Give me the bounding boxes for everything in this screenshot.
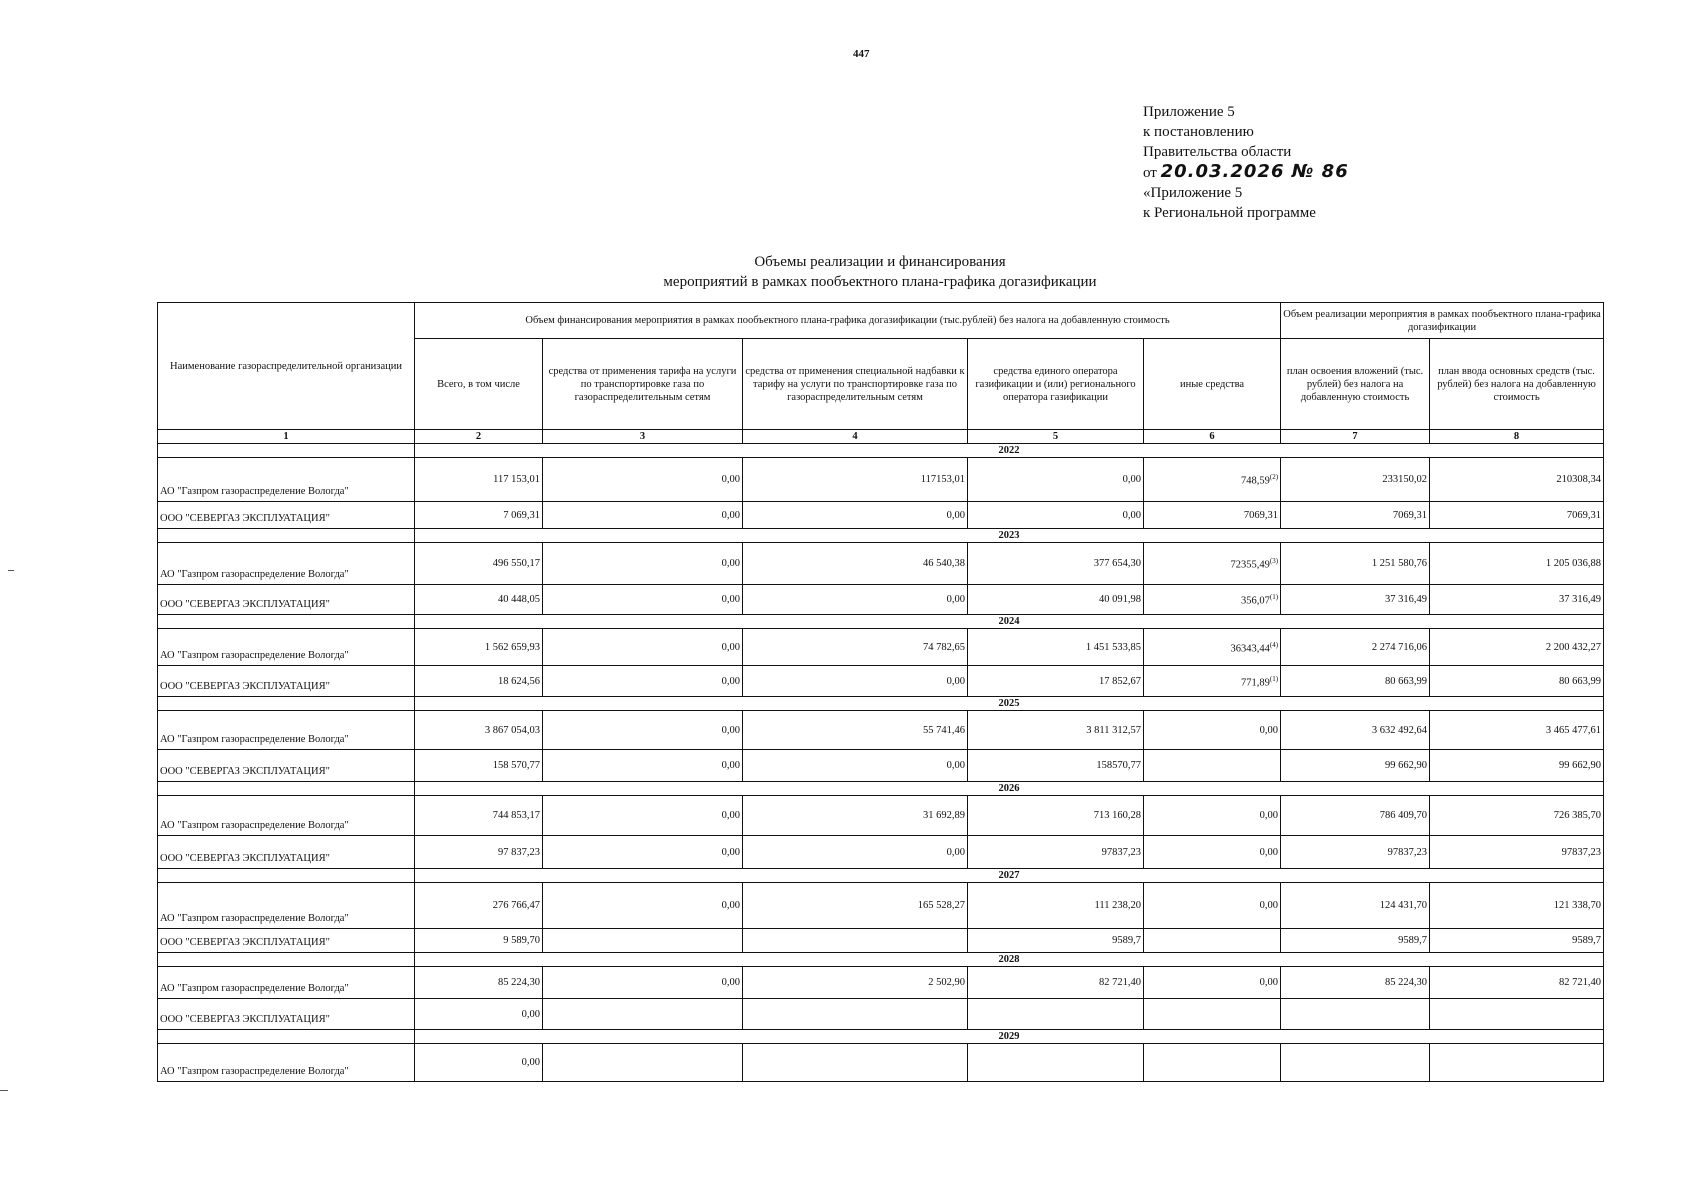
cell-value: 121 338,70 xyxy=(1553,900,1602,911)
cell-value: 158 570,77 xyxy=(492,760,540,771)
value-cell xyxy=(743,883,968,929)
value-cell xyxy=(743,666,968,697)
value-cell xyxy=(968,543,1144,585)
cell-value: 3 811 312,57 xyxy=(1086,724,1141,736)
value-cell xyxy=(743,711,968,750)
value-cell xyxy=(1281,967,1430,999)
value-cell xyxy=(968,458,1144,502)
footnote-mark: (1) xyxy=(1269,593,1279,602)
cell-value: 97 837,23 xyxy=(498,846,540,858)
org-name: АО "Газпром газораспределение Вологда" xyxy=(158,711,415,750)
value-cell xyxy=(543,999,743,1030)
cell-value: 82 721,40 xyxy=(1099,977,1141,988)
value-cell xyxy=(1430,929,1604,953)
value-cell xyxy=(743,629,968,666)
value-cell xyxy=(543,883,743,929)
value-cell xyxy=(415,967,543,999)
year-label: 2024 xyxy=(415,615,1604,629)
year-row-blank xyxy=(158,1030,415,1044)
cell-value: 36343,44 xyxy=(1230,643,1270,655)
cell-value: 0,00 xyxy=(1122,474,1141,485)
value-cell xyxy=(1144,883,1281,929)
cell-value: 55 741,46 xyxy=(923,724,965,736)
value-cell xyxy=(1281,458,1430,502)
value-cell xyxy=(1281,711,1430,750)
value-cell xyxy=(743,585,968,615)
year-label: 2022 xyxy=(415,444,1604,458)
year-row-blank xyxy=(158,615,415,629)
handwritten-date-number: 20.03.2026 № 86 xyxy=(1160,161,1349,182)
table-row xyxy=(158,666,1604,697)
org-name: ООО "СЕВЕРГАЗ ЭКСПЛУАТАЦИЯ" xyxy=(158,836,415,869)
value-cell xyxy=(543,629,743,666)
cell-value: 0,00 xyxy=(1259,977,1279,988)
header-col-operator: средства единого оператора газификации и (или) регионального оператора газификации xyxy=(968,339,1144,430)
value-cell xyxy=(1144,585,1281,615)
appendix-line: «Приложение 5 xyxy=(1143,185,1243,201)
org-name: ООО "СЕВЕРГАЗ ЭКСПЛУАТАЦИЯ" xyxy=(158,502,415,529)
org-name: АО "Газпром газораспределение Вологда" xyxy=(158,458,415,502)
table-row xyxy=(158,629,1604,666)
value-cell xyxy=(1144,711,1281,750)
cell-value: 0,00 xyxy=(1259,846,1279,858)
value-cell xyxy=(415,629,543,666)
value-cell xyxy=(543,967,743,999)
date-line xyxy=(1143,162,1349,183)
value-cell xyxy=(743,999,968,1030)
cell-value: 1 562 659,93 xyxy=(484,641,540,653)
cell-value: 2 502,90 xyxy=(928,977,965,988)
value-cell xyxy=(743,1044,968,1082)
year-row-blank xyxy=(158,869,415,883)
value-cell xyxy=(1144,666,1281,697)
column-number: 6 xyxy=(1144,430,1281,444)
cell-value: 97837,23 xyxy=(1101,846,1141,858)
org-name: ООО "СЕВЕРГАЗ ЭКСПЛУАТАЦИЯ" xyxy=(158,750,415,782)
cell-value: 0,00 xyxy=(721,900,740,911)
header-org: Наименование газораспределительной организации xyxy=(158,303,415,430)
title-line: мероприятий в рамках пообъектного плана-графика догазификации xyxy=(663,274,1097,290)
footnote-mark: (3) xyxy=(1269,557,1279,566)
cell-value: 748,59 xyxy=(1241,475,1270,487)
table-row xyxy=(158,543,1604,585)
value-cell xyxy=(968,967,1144,999)
cell-value: 31 692,89 xyxy=(923,810,965,821)
table-row xyxy=(158,836,1604,869)
value-cell xyxy=(415,585,543,615)
value-cell xyxy=(1430,502,1604,529)
cell-value: 377 654,30 xyxy=(1093,558,1141,569)
value-cell xyxy=(543,543,743,585)
column-number: 8 xyxy=(1430,430,1604,444)
value-cell xyxy=(1430,711,1604,750)
date-prefix: от xyxy=(1143,165,1157,181)
value-cell xyxy=(1281,666,1430,697)
value-cell xyxy=(543,750,743,782)
cell-value: 74 782,65 xyxy=(923,641,965,653)
header-col-surcharge: средства от применения специальной надбавки к тарифу на услуги по транспортировке газа по газораспределительным сетям xyxy=(743,339,968,430)
year-row-blank xyxy=(158,697,415,711)
table-row xyxy=(158,585,1604,615)
value-cell xyxy=(1430,750,1604,782)
value-cell xyxy=(415,502,543,529)
cell-value: 85 224,30 xyxy=(1385,977,1428,988)
cell-value: 0,00 xyxy=(946,846,965,858)
value-cell xyxy=(968,999,1144,1030)
value-cell xyxy=(415,796,543,836)
header-col-tariff: средства от применения тарифа на услуги по транспортировке газа по газораспределительным сетям xyxy=(543,339,743,430)
value-cell xyxy=(968,585,1144,615)
value-cell xyxy=(415,543,543,585)
header-col-total: Всего, в том числе xyxy=(415,339,543,430)
value-cell xyxy=(1281,883,1430,929)
value-cell xyxy=(1281,585,1430,615)
cell-value: 0,00 xyxy=(721,558,740,569)
year-row xyxy=(158,953,1604,967)
table-row xyxy=(158,883,1604,929)
cell-value: 3 465 477,61 xyxy=(1545,724,1602,736)
cell-value: 726 385,70 xyxy=(1553,810,1602,821)
org-name: АО "Газпром газораспределение Вологда" xyxy=(158,796,415,836)
value-cell xyxy=(543,711,743,750)
value-cell xyxy=(1281,543,1430,585)
org-name: АО "Газпром газораспределение Вологда" xyxy=(158,967,415,999)
appendix-block xyxy=(1143,102,1349,223)
org-name: ООО "СЕВЕРГАЗ ЭКСПЛУАТАЦИЯ" xyxy=(158,666,415,697)
value-cell xyxy=(968,1044,1144,1082)
value-cell xyxy=(968,796,1144,836)
cell-value: 7069,31 xyxy=(1392,509,1428,521)
value-cell xyxy=(415,666,543,697)
appendix-line: Правительства области xyxy=(1143,144,1292,160)
value-cell xyxy=(415,836,543,869)
year-row xyxy=(158,782,1604,796)
value-cell xyxy=(1430,543,1604,585)
cell-value: 124 431,70 xyxy=(1379,900,1428,911)
cell-value: 0,00 xyxy=(721,675,740,687)
year-row-blank xyxy=(158,782,415,796)
document-title xyxy=(600,252,1160,292)
year-row xyxy=(158,697,1604,711)
table-row xyxy=(158,999,1604,1030)
cell-value: 0,00 xyxy=(1259,724,1279,736)
value-cell xyxy=(415,999,543,1030)
column-number: 7 xyxy=(1281,430,1430,444)
value-cell xyxy=(968,666,1144,697)
value-cell xyxy=(968,629,1144,666)
value-cell xyxy=(743,796,968,836)
cell-value: 3 867 054,03 xyxy=(484,724,540,736)
cell-value: 0,00 xyxy=(946,594,965,605)
cell-value: 9 589,70 xyxy=(503,935,540,946)
cell-value: 7069,31 xyxy=(1566,509,1602,521)
cell-value: 3 632 492,64 xyxy=(1371,724,1428,736)
cell-value: 37 316,49 xyxy=(1385,594,1428,605)
value-cell xyxy=(1430,967,1604,999)
cell-value: 99 662,90 xyxy=(1559,760,1602,771)
cell-value: 9589,7 xyxy=(1572,935,1602,946)
value-cell xyxy=(968,502,1144,529)
value-cell xyxy=(415,711,543,750)
value-cell xyxy=(1144,629,1281,666)
header-funding-group: Объем финансирования мероприятия в рамках пообъектного плана-графика догазификации (тыс.рублей) без налога на добавленную стоимость xyxy=(415,303,1281,339)
table-row xyxy=(158,502,1604,529)
cell-value: 85 224,30 xyxy=(498,977,540,988)
org-name: ООО "СЕВЕРГАЗ ЭКСПЛУАТАЦИЯ" xyxy=(158,929,415,953)
cell-value: 233150,02 xyxy=(1382,474,1428,485)
value-cell xyxy=(1281,836,1430,869)
cell-value: 0,00 xyxy=(721,977,740,988)
footnote-mark: (1) xyxy=(1269,674,1279,683)
cell-value: 9589,7 xyxy=(1112,935,1141,946)
cell-value: 0,00 xyxy=(946,760,965,771)
footnote-mark: (4) xyxy=(1269,640,1279,649)
table-row xyxy=(158,750,1604,782)
title-line: Объемы реализации и финансирования xyxy=(754,254,1006,270)
column-number: 3 xyxy=(543,430,743,444)
cell-value: 771,89 xyxy=(1241,677,1270,689)
year-row xyxy=(158,529,1604,543)
cell-value: 18 624,56 xyxy=(498,675,540,687)
cell-value: 72355,49 xyxy=(1230,559,1270,571)
year-row-blank xyxy=(158,953,415,967)
column-number-row xyxy=(158,430,1604,444)
cell-value: 1 205 036,88 xyxy=(1545,558,1602,569)
value-cell xyxy=(1144,999,1281,1030)
value-cell xyxy=(1430,585,1604,615)
value-cell xyxy=(1281,629,1430,666)
cell-value: 1 251 580,76 xyxy=(1371,558,1428,569)
year-row-blank xyxy=(158,444,415,458)
cell-value: 0,00 xyxy=(1259,810,1279,821)
value-cell xyxy=(1281,999,1430,1030)
value-cell xyxy=(1144,502,1281,529)
year-label: 2029 xyxy=(415,1030,1604,1044)
value-cell xyxy=(543,502,743,529)
value-cell xyxy=(1144,836,1281,869)
column-number: 4 xyxy=(743,430,968,444)
financing-table xyxy=(157,302,1604,1082)
cell-value: 7 069,31 xyxy=(503,509,540,521)
value-cell xyxy=(543,458,743,502)
scan-edge-mark xyxy=(8,570,14,571)
cell-value: 37 316,49 xyxy=(1559,594,1602,605)
cell-value: 276 766,47 xyxy=(492,900,540,911)
value-cell xyxy=(743,836,968,869)
appendix-line: Приложение 5 xyxy=(1143,104,1235,120)
cell-value: 0,00 xyxy=(721,846,740,858)
value-cell xyxy=(543,666,743,697)
value-cell xyxy=(743,967,968,999)
value-cell xyxy=(1144,750,1281,782)
value-cell xyxy=(1430,999,1604,1030)
table-row xyxy=(158,929,1604,953)
year-row xyxy=(158,869,1604,883)
cell-value: 0,00 xyxy=(721,724,740,736)
value-cell xyxy=(1144,1044,1281,1082)
value-cell xyxy=(1281,502,1430,529)
cell-value: 1 451 533,85 xyxy=(1085,641,1141,653)
value-cell xyxy=(968,929,1144,953)
table-row xyxy=(158,796,1604,836)
year-row xyxy=(158,1030,1604,1044)
value-cell xyxy=(968,711,1144,750)
value-cell xyxy=(968,836,1144,869)
cell-value: 111 238,20 xyxy=(1094,900,1141,911)
cell-value: 0,00 xyxy=(1122,509,1141,521)
cell-value: 0,00 xyxy=(946,509,965,521)
cell-value: 713 160,28 xyxy=(1093,810,1141,821)
org-name: АО "Газпром газораспределение Вологда" xyxy=(158,1044,415,1082)
value-cell xyxy=(543,1044,743,1082)
cell-value: 0,00 xyxy=(521,1008,540,1020)
value-cell xyxy=(1144,458,1281,502)
header-col-other: иные средства xyxy=(1144,339,1281,430)
cell-value: 46 540,38 xyxy=(923,558,965,569)
year-label: 2025 xyxy=(415,697,1604,711)
cell-value: 97837,23 xyxy=(1561,846,1602,858)
year-row xyxy=(158,444,1604,458)
header-realization-group: Объем реализации мероприятия в рамках пообъектного плана-графика догазификации xyxy=(1281,303,1604,339)
appendix-line: к постановлению xyxy=(1143,124,1254,140)
cell-value: 744 853,17 xyxy=(492,810,540,821)
cell-value: 2 274 716,06 xyxy=(1371,641,1428,653)
value-cell xyxy=(743,543,968,585)
value-cell xyxy=(1430,796,1604,836)
value-cell xyxy=(1144,796,1281,836)
value-cell xyxy=(1430,629,1604,666)
value-cell xyxy=(415,1044,543,1082)
org-name: ООО "СЕВЕРГАЗ ЭКСПЛУАТАЦИЯ" xyxy=(158,585,415,615)
value-cell xyxy=(543,929,743,953)
value-cell xyxy=(743,458,968,502)
year-row xyxy=(158,615,1604,629)
cell-value: 0,00 xyxy=(721,641,740,653)
cell-value: 17 852,67 xyxy=(1099,675,1141,687)
value-cell xyxy=(1430,1044,1604,1082)
year-label: 2028 xyxy=(415,953,1604,967)
footnote-mark: (2) xyxy=(1269,473,1279,482)
value-cell xyxy=(743,929,968,953)
header-col-commissioning-plan: план ввода основных средств (тыс. рублей) без налога на добавленную стоимость xyxy=(1430,339,1604,430)
cell-value: 0,00 xyxy=(721,509,740,521)
cell-value: 80 663,99 xyxy=(1559,675,1602,687)
value-cell xyxy=(543,836,743,869)
cell-value: 356,07 xyxy=(1241,595,1270,607)
value-cell xyxy=(1281,929,1430,953)
value-cell xyxy=(743,502,968,529)
org-name: АО "Газпром газораспределение Вологда" xyxy=(158,883,415,929)
cell-value: 165 528,27 xyxy=(917,900,965,911)
cell-value: 0,00 xyxy=(1259,900,1279,911)
value-cell xyxy=(968,883,1144,929)
value-cell xyxy=(1144,929,1281,953)
value-cell xyxy=(1281,796,1430,836)
header-col-investment-plan: план освоения вложений (тыс. рублей) без налога на добавленную стоимость xyxy=(1281,339,1430,430)
cell-value: 496 550,17 xyxy=(492,558,540,569)
cell-value: 0,00 xyxy=(721,594,740,605)
cell-value: 0,00 xyxy=(721,810,740,821)
cell-value: 80 663,99 xyxy=(1385,675,1428,687)
cell-value: 0,00 xyxy=(521,1057,540,1068)
value-cell xyxy=(1144,543,1281,585)
value-cell xyxy=(543,796,743,836)
table-body xyxy=(158,303,1604,1082)
value-cell xyxy=(415,458,543,502)
value-cell xyxy=(415,750,543,782)
cell-value: 117153,01 xyxy=(920,474,965,485)
cell-value: 117 153,01 xyxy=(493,474,540,485)
cell-value: 40 448,05 xyxy=(498,594,540,605)
year-label: 2027 xyxy=(415,869,1604,883)
column-number: 5 xyxy=(968,430,1144,444)
value-cell xyxy=(1144,967,1281,999)
org-name: ООО "СЕВЕРГАЗ ЭКСПЛУАТАЦИЯ" xyxy=(158,999,415,1030)
org-name: АО "Газпром газораспределение Вологда" xyxy=(158,629,415,666)
cell-value: 40 091,98 xyxy=(1099,594,1141,605)
value-cell xyxy=(415,883,543,929)
value-cell xyxy=(1430,458,1604,502)
value-cell xyxy=(415,929,543,953)
cell-value: 158570,77 xyxy=(1096,760,1141,771)
column-number: 1 xyxy=(158,430,415,444)
table-row xyxy=(158,458,1604,502)
cell-value: 97837,23 xyxy=(1387,846,1428,858)
cell-value: 786 409,70 xyxy=(1379,810,1428,821)
value-cell xyxy=(543,585,743,615)
cell-value: 210308,34 xyxy=(1556,474,1602,485)
value-cell xyxy=(1281,1044,1430,1082)
year-row-blank xyxy=(158,529,415,543)
year-label: 2026 xyxy=(415,782,1604,796)
scan-edge-mark xyxy=(0,1090,8,1091)
value-cell xyxy=(968,750,1144,782)
value-cell xyxy=(1281,750,1430,782)
cell-value: 99 662,90 xyxy=(1385,760,1428,771)
value-cell xyxy=(1430,666,1604,697)
value-cell xyxy=(1430,883,1604,929)
cell-value: 0,00 xyxy=(721,760,740,771)
cell-value: 2 200 432,27 xyxy=(1545,641,1602,653)
value-cell xyxy=(743,750,968,782)
cell-value: 0,00 xyxy=(946,675,965,687)
cell-value: 0,00 xyxy=(721,474,740,485)
table-row xyxy=(158,967,1604,999)
cell-value: 7069,31 xyxy=(1243,509,1279,521)
table-row xyxy=(158,1044,1604,1082)
cell-value: 82 721,40 xyxy=(1559,977,1602,988)
year-label: 2023 xyxy=(415,529,1604,543)
value-cell xyxy=(1430,836,1604,869)
column-number: 2 xyxy=(415,430,543,444)
cell-value: 9589,7 xyxy=(1398,935,1428,946)
appendix-line: к Региональной программе xyxy=(1143,205,1316,221)
header-row xyxy=(158,303,1604,339)
org-name: АО "Газпром газораспределение Вологда" xyxy=(158,543,415,585)
page-number: 447 xyxy=(853,48,870,60)
table-row xyxy=(158,711,1604,750)
